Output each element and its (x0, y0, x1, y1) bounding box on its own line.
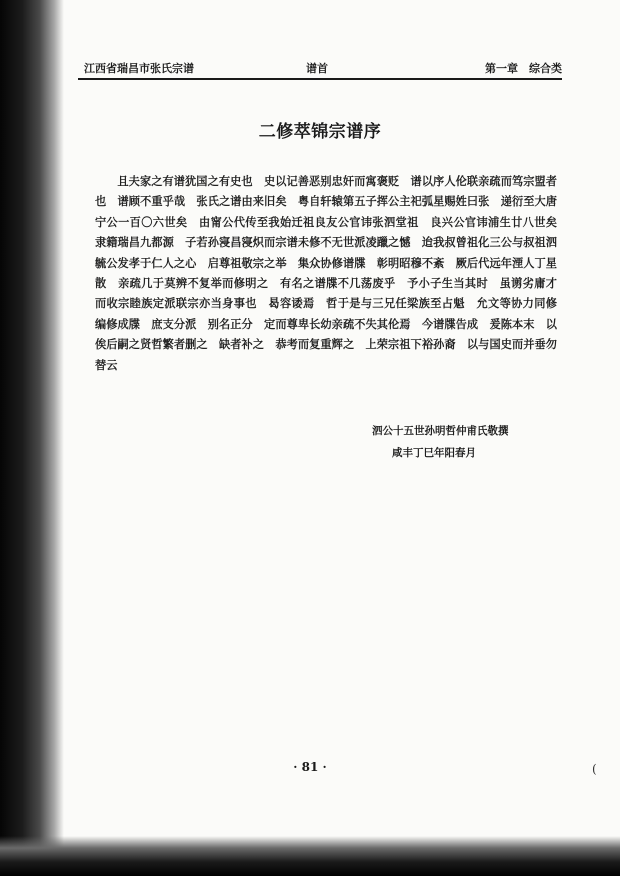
signature-date: 咸丰丁巳年阳春月 (392, 447, 476, 459)
header-chapter: 第一章 综合类 (485, 62, 562, 75)
preface-body: 且夫家之有谱犹国之有史也 史以记善恶别忠奸而寓褒贬 谱以序人伦联亲疏而笃宗盟者也 谱顾不重乎哉 张氏之谱由来旧矣 粤自轩辕第五子挥公主祀弧星赐姓曰张 递衍至大唐宁公一百〇六世矣 由甯公代传至我始迁祖良友公官讳张泗堂祖 良兴公官讳浦生廿八世矣 隶籍瑞昌九都源 子若孙寖昌寖炽而宗谱未修不无世派凌躐之憾 迨我叔曾祖化三公与叔祖泗毓公发孝于仁人之心 启尊祖敬宗之举 集众协修谱牒 彰明昭穆不紊 厥后代远年湮人丁星散 亲疏几于莫辨不复举而修明之 有名之谱牒不几荡废乎 予小子生当其时 虽谫劣庸才 而收宗睦族定派联宗亦当身事也 曷容诿焉 哲于是与三兄任梁族至占魁 允文等协力同修 编修成牒 庶支分派 别名正分 定而尊卑长幼亲疏不失其伦焉 今谱牒告成 爰陈本末 以俟后嗣之贤哲繁者删之 缺者补之 恭考而复重辉之 上荣宗祖下裕孙裔 以与国史而并垂勿替云 (95, 174, 569, 372)
page-number: · 81 · (293, 760, 327, 774)
margin-mark: ( (592, 762, 597, 776)
signature-block (372, 420, 572, 464)
page-title: 二修萃锦宗谱序 (258, 122, 382, 142)
header-section: 谱首 (306, 62, 328, 75)
running-header (78, 60, 562, 76)
book-binding-shadow (0, 0, 64, 876)
header-book-title: 江西省瑞昌市张氏宗谱 (84, 62, 194, 75)
bottom-edge-shadow (0, 836, 620, 876)
signature-author: 泗公十五世孙明哲仲甫氏敬撰 (372, 425, 509, 437)
header-rule (78, 78, 562, 80)
